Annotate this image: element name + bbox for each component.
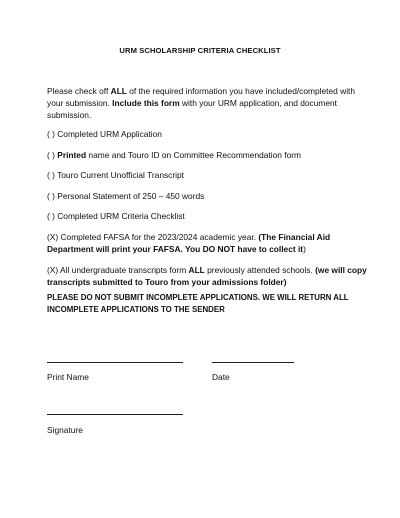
signature-label: Signature <box>47 425 83 435</box>
transcripts-text-1: (X) All undergraduate transcripts form <box>47 265 189 275</box>
page-title: URM SCHOLARSHIP CRITERIA CHECKLIST <box>119 46 281 55</box>
checkbox-mark[interactable]: ( ) <box>47 191 55 201</box>
item-label: Personal Statement of 250 – 450 words <box>54 191 205 201</box>
transcripts-text-2: previously attended schools. <box>204 265 316 275</box>
intro-text-3: with your URM application, and document submission. <box>47 98 337 120</box>
item-label: name and Touro ID on Committee Recommendation form <box>86 150 301 160</box>
print-name-line[interactable] <box>47 362 183 363</box>
checklist-item-personal-statement[interactable] <box>47 190 204 202</box>
print-name-label: Print Name <box>47 372 89 382</box>
checklist-item-transcript[interactable] <box>47 169 184 181</box>
signature-line[interactable] <box>47 414 183 415</box>
checklist-item-fafsa <box>47 231 367 255</box>
item-label: Completed URM Criteria Checklist <box>54 211 185 221</box>
transcripts-emphasis-all: ALL <box>188 265 205 275</box>
item-emphasis: Printed <box>54 150 87 160</box>
checklist-item-application[interactable] <box>47 128 162 140</box>
checkbox-mark[interactable]: ( ) <box>47 211 55 221</box>
intro-paragraph <box>47 85 365 121</box>
fafsa-close: ) <box>303 244 306 254</box>
checklist-item-criteria-checklist[interactable] <box>47 210 185 222</box>
item-label: Completed URM Application <box>54 129 162 139</box>
incomplete-warning: PLEASE DO NOT SUBMIT INCOMPLETE APPLICATIONS. WE WILL RETURN ALL INCOMPLETE APPLICATIONS TO THE SENDER <box>47 293 349 314</box>
fafsa-text: (X) Completed FAFSA for the 2023/2024 academic year. <box>47 232 259 242</box>
intro-emphasis-all: ALL <box>110 86 127 96</box>
checkbox-mark[interactable]: ( ) <box>47 170 55 180</box>
checkbox-mark[interactable]: ( ) <box>47 129 55 139</box>
checklist-item-recommendation[interactable] <box>47 149 301 161</box>
fafsa-note: (The Financial Aid Department will print your FAFSA. You DO NOT have to collect it <box>47 232 331 254</box>
intro-emphasis-form: Include this form <box>112 98 180 108</box>
date-line[interactable] <box>212 362 294 363</box>
intro-text-2: of the required information you have included/completed with your submission. <box>47 86 356 108</box>
date-label: Date <box>212 372 230 382</box>
item-label: Touro Current Unofficial Transcript <box>54 170 184 180</box>
intro-text-1: Please check off <box>47 86 111 96</box>
transcripts-note: (we will copy transcripts submitted to Touro from your admissions folder) <box>47 265 367 287</box>
checkbox-mark[interactable]: ( ) <box>47 150 55 160</box>
checklist-item-undergrad-transcripts <box>47 264 367 288</box>
